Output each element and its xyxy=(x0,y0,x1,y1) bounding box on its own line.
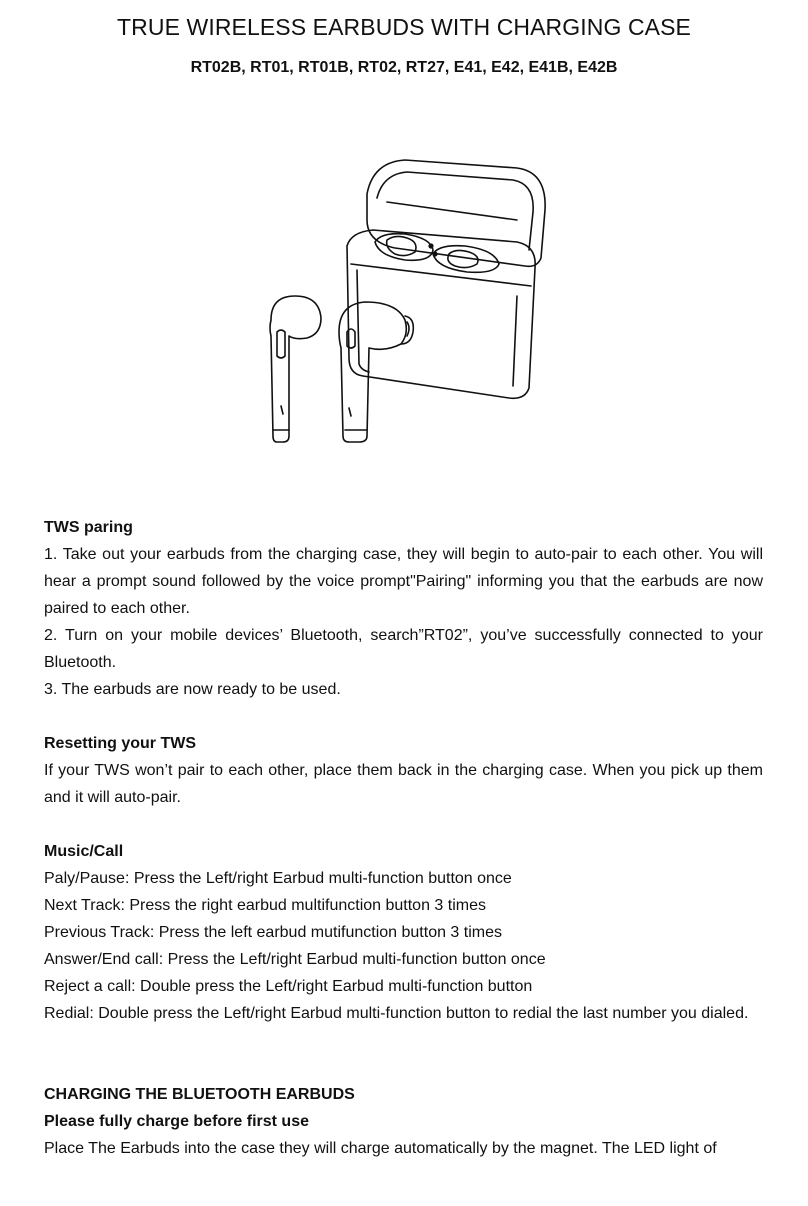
earbuds-charging-case-illustration xyxy=(255,150,555,450)
charging-heading: CHARGING THE BLUETOOTH EARBUDS xyxy=(44,1086,355,1103)
model-numbers: RT02B, RT01, RT01B, RT02, RT27, E41, E42, E41B, E42B xyxy=(190,59,618,76)
spacer xyxy=(44,703,763,730)
resetting-text: If your TWS won’t pair to each other, place them back in the charging case. When you pick up them and it will auto-pair. xyxy=(44,762,763,806)
case-body xyxy=(347,230,535,398)
spacer xyxy=(44,811,763,838)
spacer xyxy=(44,1027,763,1081)
left-earbud xyxy=(270,296,321,442)
pairing-step-3: 3. The earbuds are now ready to be used. xyxy=(44,681,341,698)
redial-instruction: Redial: Double press the Left/right Earbud multi-function button to redial the last number you dialed. xyxy=(44,1005,749,1022)
right-earbud xyxy=(339,302,413,442)
reject-call-instruction: Reject a call: Double press the Left/right Earbud multi-function button xyxy=(44,978,533,995)
music-call-heading: Music/Call xyxy=(44,843,124,860)
previous-track-instruction: Previous Track: Press the left earbud mutifunction button 3 times xyxy=(44,924,502,941)
charging-text: Place The Earbuds into the case they will charge automatically by the magnet. The LED light of xyxy=(44,1140,717,1157)
play-pause-instruction: Paly/Pause: Press the Left/right Earbud multi-function button once xyxy=(44,870,512,887)
pairing-step-1: 1. Take out your earbuds from the charging case, they will begin to auto-pair to each other. You will hear a prompt sound followed by the voice prompt"Pairing" informing you that the earbuds are now paired to each other. xyxy=(44,546,763,617)
pairing-step-2: 2. Turn on your mobile devices’ Bluetooth, search”RT02”, you’ve successfully connected to your Bluetooth. xyxy=(44,627,763,671)
tws-pairing-heading: TWS paring xyxy=(44,519,133,536)
resetting-heading: Resetting your TWS xyxy=(44,735,197,752)
answer-end-call-instruction: Answer/End call: Press the Left/right Earbud multi-function button once xyxy=(44,951,546,968)
charging-subheading: Please fully charge before first use xyxy=(44,1113,309,1130)
manual-content xyxy=(44,514,763,1162)
document-title: TRUE WIRELESS EARBUDS WITH CHARGING CASE xyxy=(117,14,691,40)
next-track-instruction: Next Track: Press the right earbud multifunction button 3 times xyxy=(44,897,486,914)
